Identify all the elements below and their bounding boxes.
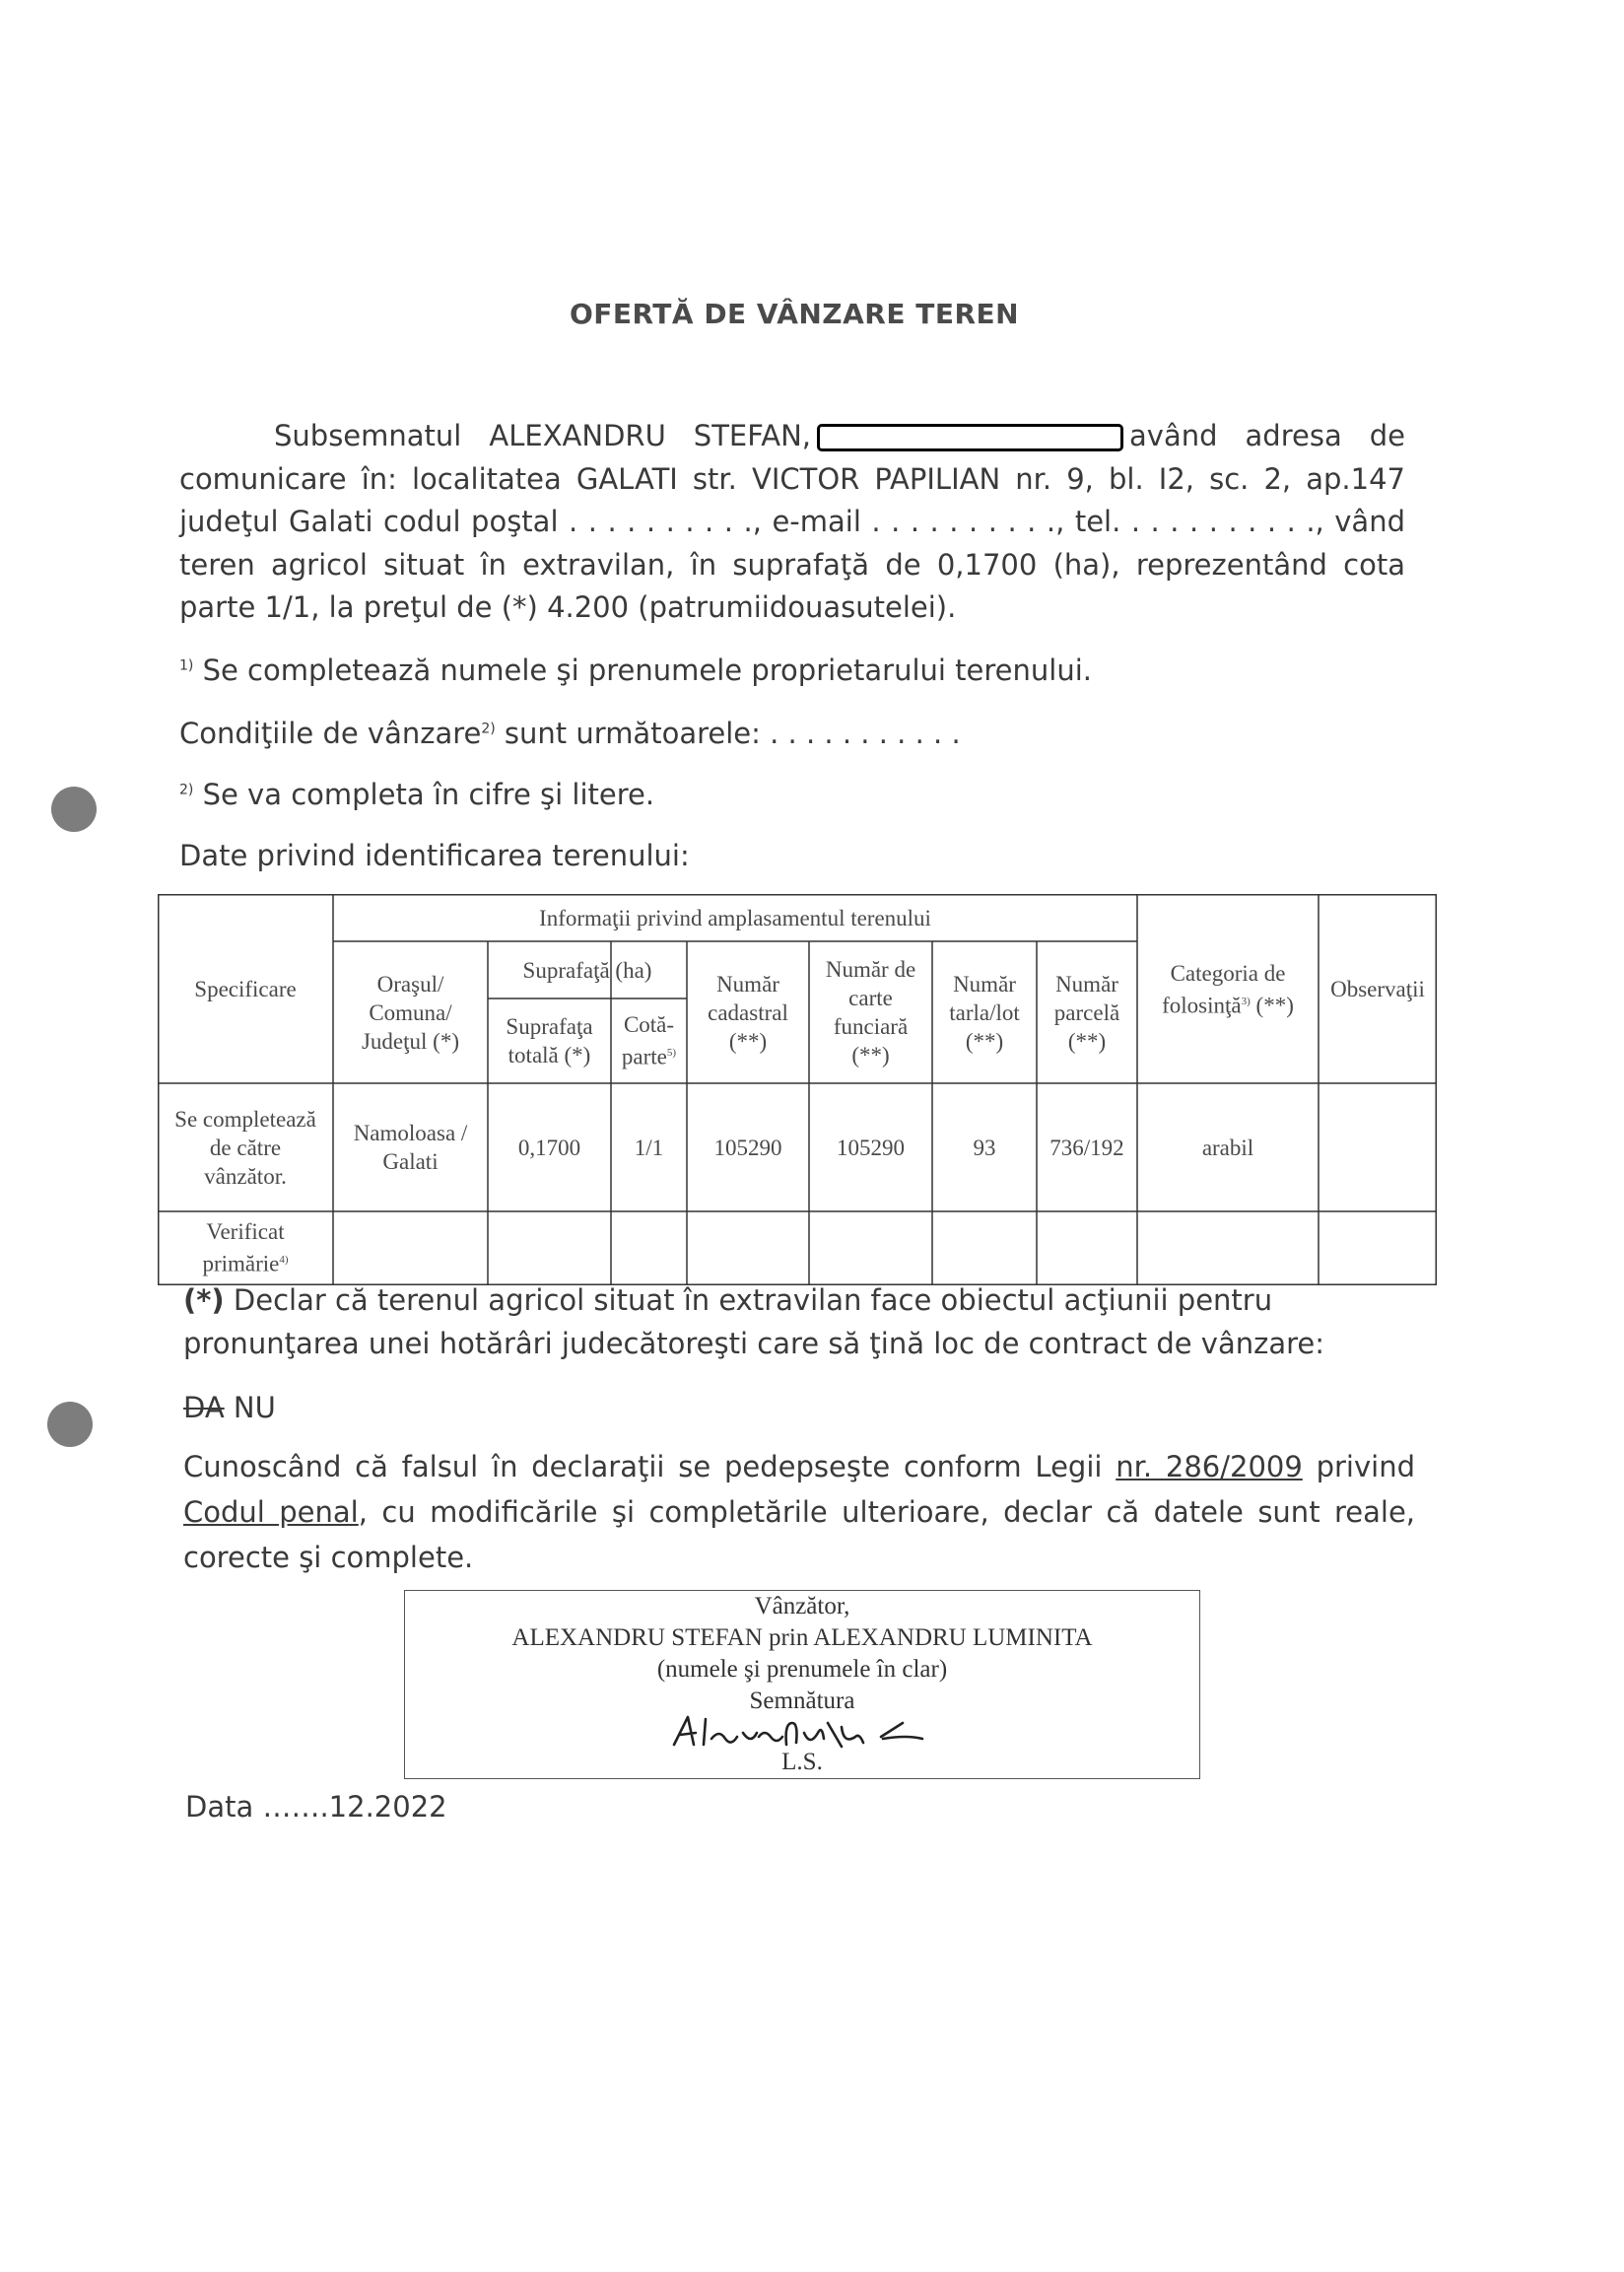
footnote-1 <box>179 654 1092 687</box>
legal-text-a: Cunoscând că falsul în declaraţii se pedepseşte conform Legii <box>183 1450 1116 1483</box>
declaration-mark: (*) <box>183 1283 225 1317</box>
seal-label: L.S. <box>781 1749 823 1775</box>
header-locality: Oraşul/ Comuna/ Judeţul (*) <box>361 971 459 1054</box>
header-share-label: Cotă-parte <box>621 1012 675 1069</box>
penal-code-link[interactable]: Codul penal <box>183 1495 359 1529</box>
header-category-label: Categoria de folosinţă <box>1162 961 1286 1018</box>
option-nu: NU <box>233 1391 276 1424</box>
declaration-paragraph <box>183 1278 1415 1365</box>
punch-hole <box>47 1402 93 1447</box>
cell-parcel: 736/192 <box>1049 1135 1124 1160</box>
signature-label: Semnătura <box>749 1687 855 1714</box>
land-identification-table <box>158 894 1437 1285</box>
footnote-mark: 4) <box>279 1254 289 1266</box>
footnote-mark: 5) <box>666 1047 677 1059</box>
header-specification: Specificare <box>194 976 297 1001</box>
cell-total-surface: 0,1700 <box>517 1135 581 1160</box>
footnote-mark: 2) <box>481 721 496 737</box>
header-land-book: Număr de carte funciară (**) <box>825 957 916 1067</box>
cell-share: 1/1 <box>634 1135 664 1160</box>
name-hint: (numele şi prenumele în clar) <box>656 1656 948 1683</box>
footnote-mark: 3) <box>1241 996 1251 1007</box>
header-observations: Observaţii <box>1330 976 1425 1001</box>
footnote-mark: 1) <box>179 657 194 674</box>
intro-paragraph <box>179 415 1405 630</box>
option-da: DA <box>183 1391 225 1424</box>
conditions-value: sunt următoarele: . . . . . . . . . . . <box>495 717 961 750</box>
header-category-tail: (**) <box>1250 993 1294 1018</box>
yes-no-choice <box>183 1391 276 1424</box>
cell-cadastral: 105290 <box>713 1135 782 1160</box>
intro-body: având adresa de comunicare în: localitatea GALATI str. VICTOR PAPILIAN nr. 9, bl. I2, sc. 2, ap.147 judeţul Galati codul poştal . . . . . . . . . ., e-mail . . . . . . . . . ., tel. . . . . . . . . . ., vând teren agricol situat în extravilan, în suprafaţă de 0,1700 (ha), reprezentând cota parte 1/1, la preţul de (*) 4.200 (patrumiidouasutelei). <box>179 419 1405 624</box>
footnote-text: Se completează numele şi prenumele proprietarului terenului. <box>193 654 1092 687</box>
header-surface: Suprafaţă (ha) <box>522 957 652 983</box>
header-total-surface: Suprafaţa totală (*) <box>506 1014 593 1067</box>
row-town-hall-text: Verificat primărie <box>202 1219 285 1276</box>
land-data-heading: Date privind identificarea terenului: <box>179 839 690 872</box>
law-link[interactable]: nr. 286/2009 <box>1116 1450 1303 1483</box>
footnote-2 <box>179 778 654 811</box>
cell-use-category: arabil <box>1201 1135 1254 1160</box>
cell-locality: Namoloasa / Galati <box>353 1121 468 1174</box>
header-parcel: Număr parcelă (**) <box>1053 971 1120 1054</box>
header-location-group: Informaţii privind amplasamentul terenului <box>539 905 931 930</box>
cell-land-book: 105290 <box>837 1135 905 1160</box>
legal-text-c: , cu modificările şi completările ulterioare, declar că datele sunt reale, corecte şi complete. <box>183 1495 1416 1574</box>
redaction-box <box>817 424 1123 451</box>
footnote-mark: 2) <box>179 782 194 798</box>
header-plot: Număr tarla/lot (**) <box>949 971 1020 1054</box>
header-use-category <box>1137 894 1319 1083</box>
sale-conditions <box>179 717 961 750</box>
legal-statement <box>183 1444 1415 1580</box>
seller-name: ALEXANDRU STEFAN prin ALEXANDRU LUMINITA <box>511 1624 1093 1651</box>
seller-role: Vânzător, <box>754 1593 850 1619</box>
row-town-hall-label <box>158 1211 333 1285</box>
intro-owner: Subsemnatul ALEXANDRU STEFAN, <box>274 419 812 452</box>
header-share <box>611 998 687 1083</box>
punch-hole <box>51 787 97 832</box>
document-title: OFERTĂ DE VÂNZARE TEREN <box>569 298 1020 330</box>
cell-observations <box>1319 1083 1437 1211</box>
signature-box <box>404 1590 1200 1779</box>
conditions-label: Condiţiile de vânzare <box>179 717 482 750</box>
cell-plot: 93 <box>973 1135 996 1160</box>
legal-text-b: privind <box>1302 1450 1415 1483</box>
declaration-text: Declar că terenul agricol situat în extravilan face obiectul acţiunii pentru pronunţarea unei hotărâri judecătoreşti care să ţină loc de contract de vânzare: <box>183 1283 1324 1360</box>
footnote-text: Se va completa în cifre şi litere. <box>193 778 655 811</box>
row-seller-label: Se completează de către vânzător. <box>174 1106 316 1189</box>
document-date: Data …….12.2022 <box>185 1790 447 1824</box>
header-cadastral: Număr cadastral (**) <box>708 971 788 1054</box>
